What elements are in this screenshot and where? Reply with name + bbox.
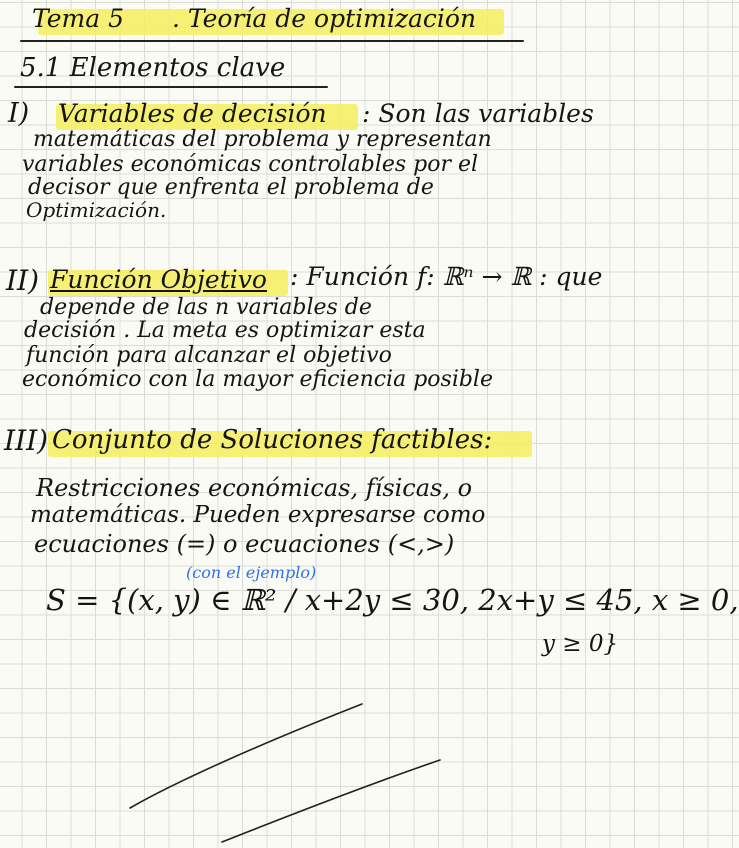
section-3-line-2: matemáticas. Pueden expresarse como — [30, 502, 486, 528]
page-title: . Teoría de optimización — [172, 4, 477, 33]
section-1-line-2: matemáticas del problema y representan — [33, 127, 492, 152]
section-2-line-2: depende de las n variables de — [40, 295, 372, 320]
section-2-line-4: función para alcanzar el objetivo — [26, 343, 392, 368]
section-3-numeral: III) — [4, 424, 49, 457]
section-2-line-3: decisión . La meta es optimizar esta — [24, 318, 426, 343]
feasible-set-formula: S = {(x, y) ∈ ℝ² / x+2y ≤ 30, 2x+y ≤ 45, x ≥ 0, — [46, 583, 739, 617]
section-2-term: Función Objetivo — [50, 265, 267, 294]
section-1-line-3: variables económicas controlables por el — [22, 152, 479, 177]
chapter-label: Tema 5 — [32, 4, 124, 33]
feasible-set-formula-continuation: y ≥ 0} — [542, 631, 619, 657]
section-2-numeral: II) — [6, 264, 40, 297]
section-2-line-1: : Función f: ℝⁿ → ℝ : que — [290, 262, 603, 291]
section-3-line-1: Restricciones económicas, físicas, o — [36, 474, 473, 502]
section-3-term: Conjunto de Soluciones factibles: — [52, 425, 493, 455]
section-1-term: Variables de decisión — [58, 99, 327, 128]
pen-stroke-2 — [222, 760, 440, 842]
section-1-line-4: decisor que enfrenta el problema de — [28, 175, 434, 200]
section-2-line-5: económico con la mayor eficiencia posible — [22, 367, 493, 392]
section-1-line-1: : Son las variables — [362, 99, 594, 128]
example-note: (con el ejemplo) — [186, 563, 317, 582]
section-1-numeral: I) — [8, 98, 30, 129]
subheading: 5.1 Elementos clave — [20, 53, 286, 83]
section-3-line-3: ecuaciones (=) o ecuaciones (<,>) — [34, 530, 455, 558]
pen-stroke-1 — [130, 704, 362, 808]
section-1-line-5: Optimización. — [26, 198, 167, 222]
